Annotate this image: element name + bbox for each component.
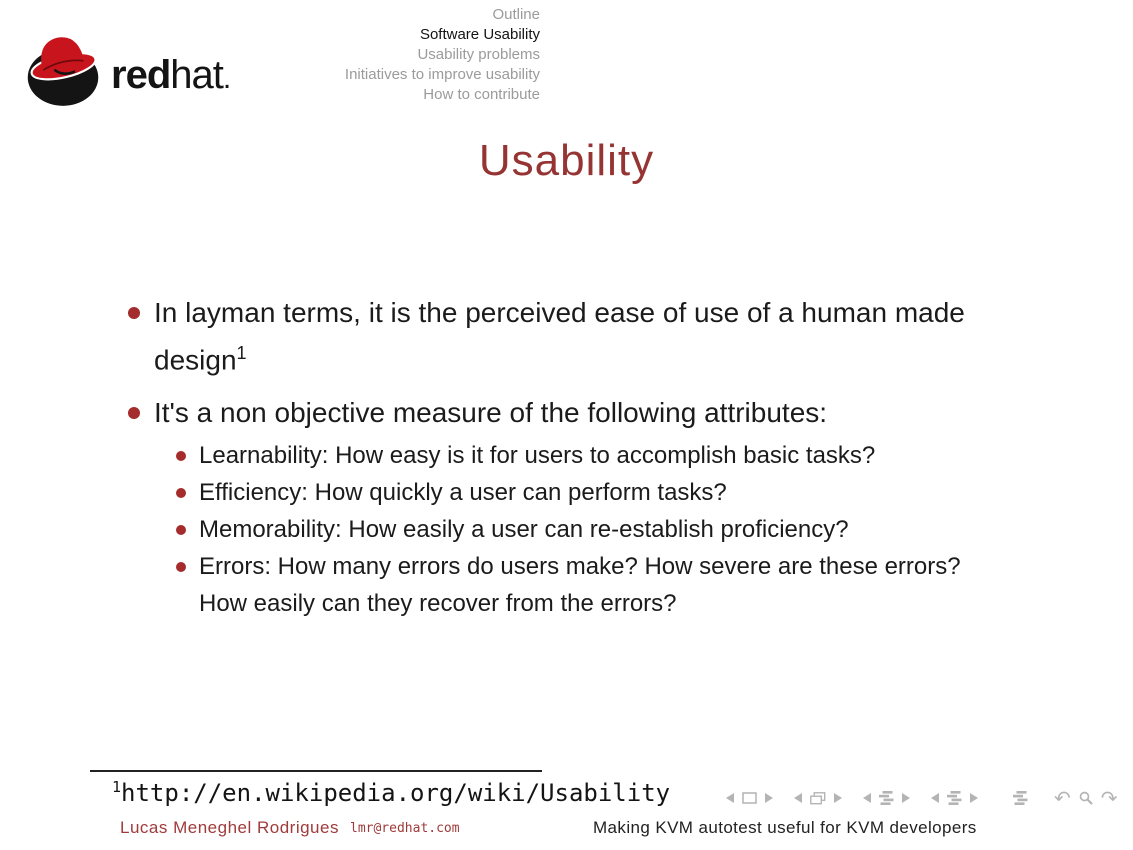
wordmark-trademark-dot: . xyxy=(222,61,231,95)
slide-title: Usability xyxy=(478,136,655,185)
next-frame-icon[interactable] xyxy=(834,793,842,803)
sub-bullet-text: Errors: How many errors do users make? How severe are these errors? How easily can they recover from the errors? xyxy=(199,553,961,618)
bullet-icon xyxy=(128,307,140,319)
subsection-icon[interactable] xyxy=(879,791,894,805)
outline-item-software-usability[interactable]: Software Usability xyxy=(419,26,540,43)
next-section-icon[interactable] xyxy=(970,793,978,803)
subsection-nav-group xyxy=(859,791,914,805)
sub-bullet-text: Efficiency: How quickly a user can perform tasks? xyxy=(199,479,727,507)
header-outline-nav xyxy=(345,5,540,105)
sub-bullet-icon xyxy=(176,562,186,572)
prev-subsection-icon[interactable] xyxy=(863,793,871,803)
sub-bullet-item xyxy=(154,548,974,622)
bullet-text xyxy=(154,392,974,622)
history-nav-group xyxy=(1050,786,1122,810)
footer-email: lmr@redhat.com xyxy=(350,821,460,836)
next-subsection-icon[interactable] xyxy=(902,793,910,803)
sub-bullet-icon xyxy=(176,488,186,498)
footer-talk-title: Making KVM autotest useful for KVM developers xyxy=(593,818,977,837)
footer xyxy=(0,818,1133,848)
bullet-text-main: It's a non objective measure of the following attributes: xyxy=(154,397,828,429)
sub-bullet-list xyxy=(154,437,974,622)
slide-body xyxy=(128,292,1088,634)
redhat-logo xyxy=(20,24,230,112)
search-icon[interactable] xyxy=(1079,791,1093,805)
bullet-item xyxy=(128,292,1088,380)
outline-item-usability-problems[interactable]: Usability problems xyxy=(417,46,540,63)
outline-item-how-to-contribute[interactable]: How to contribute xyxy=(423,86,540,103)
frame-nav-group xyxy=(790,792,846,805)
sub-bullet-text: Learnability: How easy is it for users to accomplish basic tasks? xyxy=(199,442,876,470)
outline-item-initiatives[interactable]: Initiatives to improve usability xyxy=(344,66,540,83)
sub-bullet-text: Memorability: How easily a user can re-establish proficiency? xyxy=(199,516,849,544)
redhat-wordmark xyxy=(111,53,230,98)
appendix-icon[interactable] xyxy=(1013,791,1028,805)
footnote-url[interactable]: http://en.wikipedia.org/wiki/Usability xyxy=(121,779,671,807)
beamer-navigation-bar xyxy=(722,786,1133,810)
bullet-text-main: In layman terms, it is the perceived ease of use of a human made design xyxy=(154,297,965,376)
sub-bullet-item xyxy=(154,474,974,511)
wordmark-red: red xyxy=(111,52,171,97)
slide-icon[interactable] xyxy=(742,792,757,804)
sub-bullet-item xyxy=(154,437,974,474)
frame-overlays-icon[interactable] xyxy=(810,792,826,805)
bullet-text xyxy=(154,292,1019,380)
section-nav-group xyxy=(927,791,982,805)
slide-nav-group xyxy=(722,792,777,804)
prev-slide-icon[interactable] xyxy=(726,793,734,803)
sub-bullet-item xyxy=(154,511,974,548)
footnote-rule xyxy=(90,770,542,772)
footnote xyxy=(112,778,670,807)
footer-author: Lucas Meneghel Rodrigues xyxy=(120,818,339,837)
bullet-item xyxy=(128,392,1088,622)
prev-frame-icon[interactable] xyxy=(794,793,802,803)
back-icon[interactable]: ↶ xyxy=(1054,786,1071,810)
prev-section-icon[interactable] xyxy=(931,793,939,803)
sub-bullet-icon xyxy=(176,451,186,461)
next-slide-icon[interactable] xyxy=(765,793,773,803)
wordmark-hat: hat xyxy=(170,52,223,97)
bullet-icon xyxy=(128,407,140,419)
forward-icon[interactable]: ↷ xyxy=(1100,786,1118,810)
outline-item-outline[interactable]: Outline xyxy=(492,6,540,23)
footnote-marker: 1 xyxy=(112,778,122,796)
footnote-reference: 1 xyxy=(236,343,247,363)
sub-bullet-icon xyxy=(176,525,186,535)
section-icon[interactable] xyxy=(947,791,962,805)
redhat-shadowman-icon xyxy=(20,24,106,112)
